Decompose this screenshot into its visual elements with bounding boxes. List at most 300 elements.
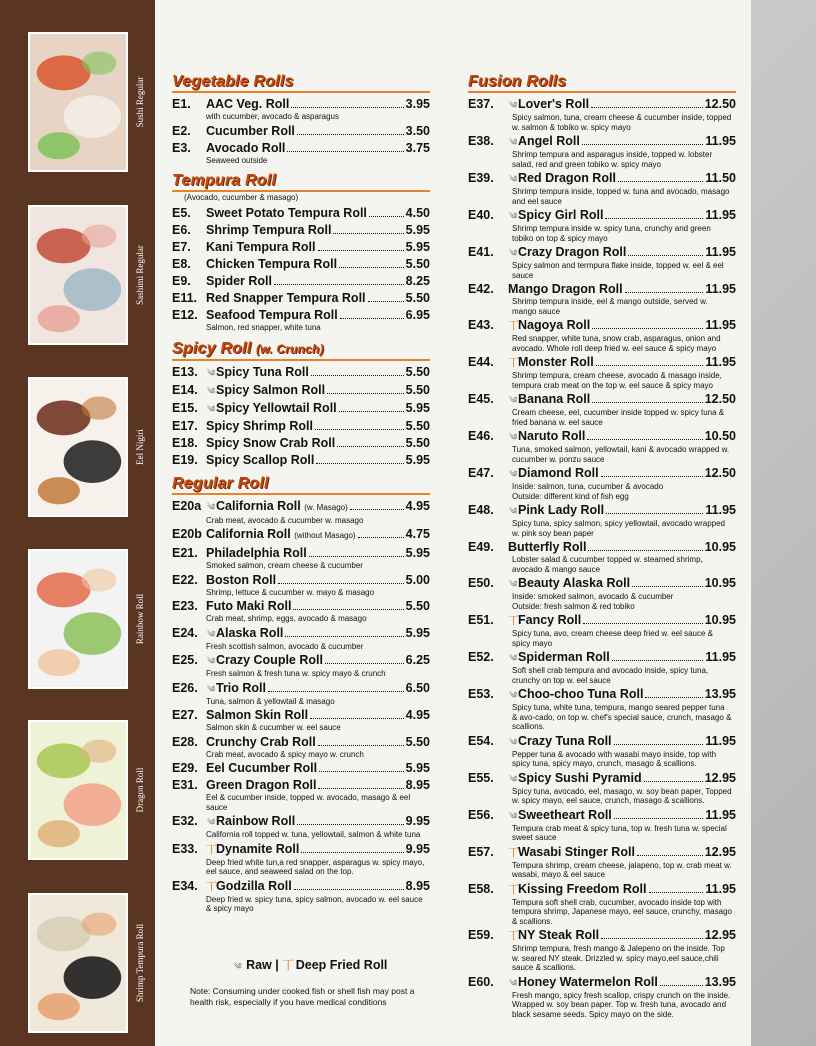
item-name [206,707,308,723]
menu-item-line [172,526,430,544]
deep-fried-icon: 丅 [508,320,519,332]
leader-dots [310,718,404,719]
item-name [518,244,626,260]
item-description: Spicy tuna, white tuna, tempura, mango seared pepper tuna & avo-cado, on top w. chef's special sauce, crunch, masago & scallions. [512,703,732,731]
item-price: 12.50 [704,466,736,480]
leader-dots [333,233,403,234]
item-description: Fresh salmon & fresh tuna w. spicy mayo & crunch [206,669,386,678]
leader-dots [628,255,703,256]
menu-item-line [468,502,736,519]
item-code: E1. [172,97,191,111]
section-title [468,72,736,91]
photo-caption [132,205,148,345]
item-name [216,382,325,398]
menu-item [172,222,430,238]
menu-item [468,686,736,732]
item-code: E27. [172,708,198,722]
item-name [206,205,367,221]
item-name [518,465,599,481]
menu-item [172,760,430,776]
item-code: E17. [172,418,198,433]
leader-dots [291,107,403,108]
item-price: 9.95 [405,814,430,828]
item-description: Pepper tuna & avocado with wasabi mayo inside, top with spicy tuna, spicy mayo, crunch, masago & scallions. [512,749,717,768]
raw-fish-icon: ༄ [206,817,216,827]
item-name-text: Butterfly Roll [508,540,587,554]
item-description: Smoked salmon, cream cheese & cucumber [206,561,363,570]
menu-item-line [468,807,736,824]
section-rule [172,359,430,361]
menu-item [468,807,736,843]
item-price: 8.25 [405,274,430,288]
menu-item [468,927,736,973]
item-code: E12. [172,308,198,322]
item-name [206,273,272,289]
item-name [508,539,586,555]
menu-item-line [172,382,430,399]
item-name-text: Lover's Roll [518,97,590,111]
item-code: E34. [172,878,198,893]
menu-item [172,140,430,166]
item-name-text: Crazy Dragon Roll [518,245,627,259]
menu-item [468,170,736,206]
menu-item-line [172,625,430,642]
item-code: E8. [172,257,191,271]
leader-dots [327,393,404,394]
menu-item [172,364,430,381]
deep-fried-icon: 丅 [508,615,519,627]
menu-section [172,474,430,914]
item-price: 9.95 [405,841,430,856]
item-code: E28. [172,734,198,749]
item-price: 5.95 [405,400,430,415]
sashimi-platter-photo [28,205,128,345]
raw-fish-icon: ༄ [508,579,518,589]
menu-item [172,707,430,733]
item-description: Inside: salmon, tuna, cucumber & avocado Outside: different kind of fish egg [512,482,664,501]
raw-fish-icon: ༄ [508,137,518,147]
item-name-text: Wasabi Stinger Roll [518,844,635,859]
item-name-text: Cucumber Roll [206,123,295,138]
menu-item-line [172,307,430,323]
section-title-text: Regular Roll [172,474,269,492]
item-description: Crab meat, avocado & spicy mayo w. crunch [206,749,364,759]
leader-dots [592,402,702,403]
legend-line [190,956,430,982]
section-title-text: Vegetable Rolls [172,73,294,90]
item-code: E55. [468,770,494,785]
item-description: Shrimp, lettuce & cucumber w. mayo & masago [206,587,375,597]
menu-item-line [172,878,430,895]
item-name-text: California Roll [206,527,291,541]
item-name-text: Crazy Tuna Roll [518,733,612,748]
item-name [216,364,309,380]
item-name [518,974,658,990]
item-price: 4.50 [405,206,430,220]
item-name [206,435,335,451]
item-name [216,498,348,516]
item-code: E50. [468,576,494,590]
menu-item [172,418,430,434]
menu-item-line [468,96,736,113]
item-code: E20a [172,498,202,513]
item-name-text: Boston Roll [206,572,277,587]
item-code: E21. [172,546,198,560]
rainbow-roll-photo [28,549,128,689]
menu-item-line [468,354,736,371]
menu-item [468,465,736,501]
item-description: Shrimp tempura inside, eel & mango outside, served w. mango sauce [512,297,708,316]
item-name-text: Kani Tempura Roll [206,240,316,254]
leader-dots [293,609,403,610]
menu-item-line [172,222,430,238]
photo-caption-text: Sashimi Regular [135,245,145,305]
menu-item-line [468,465,736,482]
raw-fish-icon: ༄ [508,653,518,663]
leader-dots [614,818,704,819]
item-name-text: Spicy Tuna Roll [216,364,309,379]
item-price: 12.95 [704,770,736,785]
menu-item-line [172,707,430,723]
item-code: E32. [172,814,198,828]
menu-item-line [172,273,430,289]
item-price: 11.95 [705,208,736,222]
section-title [172,474,430,493]
item-name [518,354,594,370]
menu-item-line [172,435,430,451]
item-description: Tempura soft shell crab, cucumber, avocado inside top with tempura shrimp, Japanese mayo, eel sauce, crunchy, masago & scallions. [512,897,732,926]
item-description: Fresh mango, spicy fresh scallop, crispy crunch on the inside. Wrapped w. soy bean paper. Top w. fresh tuna, avocado and black sesame seeds. Spicy mayo on the side. [512,990,731,1019]
item-code: E5. [172,206,191,220]
eel-nigiri-photo [28,377,128,517]
raw-fish-icon: ༄ [206,403,216,414]
raw-fish-icon: ༄ [508,690,518,700]
item-price: 5.95 [405,240,430,254]
leader-dots [637,855,703,856]
leader-dots [368,301,404,302]
item-name [518,686,643,702]
item-code: E24. [172,625,198,640]
photo-caption-text: Sushi Regular [135,76,145,128]
photo-caption [132,549,148,689]
item-name [518,612,581,628]
item-name [518,428,585,444]
item-name-text: Red Dragon Roll [518,171,616,185]
item-name-text: Avocado Roll [206,140,286,155]
item-name [206,96,289,112]
menu-item [172,307,430,333]
menu-item-line [468,391,736,408]
item-price: 10.95 [704,540,736,554]
leader-dots [660,985,703,986]
menu-item [468,317,736,353]
item-name [518,502,604,518]
section-rule [172,190,430,192]
item-code: E52. [468,650,494,664]
menu-item-line [172,841,430,858]
item-description: Crab meat, avocado & cucumber w. masago [206,515,364,525]
item-price: 11.50 [705,171,736,185]
photo-caption-text: Rainbow Roll [135,593,145,645]
item-code: E48. [468,503,494,517]
leader-dots [325,663,404,664]
item-description: Shrimp tempura and asparagus inside, topped w. lobster salad, red and green tobiko w. spicy mayo [512,150,713,169]
item-price: 5.50 [405,291,430,305]
item-code: E18. [172,435,198,450]
health-note: Note: Consuming under cooked fish or shell fish may post a health risk, especially if you have medical conditions [190,986,415,1007]
item-description: Inside: smoked salmon, avocado & cucumber Outside: fresh salmon & red tobiko [512,592,674,611]
item-price: 5.50 [405,257,430,271]
item-name-text: Angel Roll [518,134,580,148]
leader-dots [591,107,703,108]
menu-item [468,575,736,611]
item-name-text: Seafood Tempura Roll [206,308,338,322]
deep-fried-icon: 丅 [508,846,519,859]
leader-dots [339,267,404,268]
item-description: Spicy tuna, avo, cream cheese deep fried w. eel sauce & spicy mayo [512,629,714,648]
leader-dots [614,744,704,745]
leader-dots [337,446,403,447]
leader-dots [339,411,404,412]
menu-item [172,239,430,255]
item-name-text: NY Steak Roll [518,928,600,942]
menu-item-line [468,927,736,944]
item-code: E2. [172,123,191,138]
item-name-text: Spicy Salmon Roll [216,382,326,397]
raw-fish-icon: ༄ [508,248,518,258]
item-price: 4.75 [405,527,430,541]
leader-dots [340,318,404,319]
item-code: E46. [468,429,494,443]
menu-item [468,733,736,769]
menu-item [172,813,430,840]
item-name-text: Banana Roll [518,392,591,406]
menu-item [172,452,430,468]
item-code: E57. [468,844,494,859]
photo-caption-text: Dragon Roll [135,767,145,813]
item-description: Shrimp tempura, cream cheese, avocado & masago inside, tempura crab meat on the top w. eel sauce & spicy mayo [512,371,722,390]
menu-item-line [468,612,736,629]
raw-fish-icon: ༄ [508,174,518,184]
menu-item-line [172,205,430,221]
item-name [216,400,337,416]
item-name-text: Choo-choo Tuna Roll [518,687,644,701]
menu-item-line [468,317,736,334]
leader-dots [287,151,403,152]
section-title [172,72,430,91]
item-price: 12.50 [704,392,736,406]
item-name [518,927,599,943]
item-price: 5.00 [405,572,430,587]
raw-fish-icon: ༄ [508,469,518,479]
item-description: Fresh scottish salmon, avocado & cucumber [206,641,364,651]
item-price: 11.95 [705,282,736,296]
item-name [206,734,316,750]
photo-caption-text: Shrimp Tempura Roll [135,923,145,1003]
menu-item [172,382,430,399]
item-name-text: Spider Roll [206,274,272,288]
item-name-text: Rainbow Roll [216,814,296,828]
menu-item-line [172,123,430,139]
raw-fish-icon: ༄ [206,656,216,666]
deep-fried-icon: 丅 [508,883,519,896]
item-code: E47. [468,466,494,480]
item-name-text: Salmon Skin Roll [206,708,309,722]
raw-fish-icon: ༄ [206,367,216,378]
item-name [216,813,295,829]
item-code: E44. [468,355,494,369]
item-price: 3.95 [405,97,430,111]
item-price: 6.95 [405,308,430,322]
leader-dots [645,697,702,698]
menu-item-line [172,734,430,750]
deep-fried-icon: 丅 [206,880,217,893]
item-name-text: Chicken Tempura Roll [206,257,338,271]
item-name-text: Dynamite Roll [216,841,300,856]
raw-fish-icon: ༄ [508,395,518,405]
menu-item-line [172,652,430,669]
raw-fish-icon: ༄ [508,506,518,516]
raw-fish-icon: ༄ [206,683,216,694]
section-title-text: Spicy Roll [172,339,252,357]
item-description: Shrimp tempura inside w. spicy tuna, crunchy and green tobiko on top & spicy mayo [512,224,711,243]
item-description: Soft shell crab tempura and avocado inside, spicy tuna, crunchy on top w. eel sauce [512,666,709,685]
item-description: with cucumber, avocado & asparagus [206,112,339,121]
sushi-platter-photo [28,32,128,172]
section-rule [172,493,430,495]
item-code: E49. [468,540,494,554]
item-name-text: Mango Dragon Roll [508,282,623,296]
photo-caption-text: Eel Nigiri [135,429,145,465]
menu-item [468,354,736,390]
item-code: E45. [468,392,494,406]
leader-dots [596,365,704,366]
item-price: 5.50 [405,364,430,379]
raw-fish-icon: ༄ [508,211,518,221]
menu-item-line [172,256,430,272]
item-code: E56. [468,807,494,822]
menu-item-line [468,686,736,703]
menu-item-line [172,418,430,434]
item-description: Tempura shrimp, cream cheese, jalapeno, top w. crab meat w. wasabi, mayo & eel sauce [512,860,732,879]
item-name-text: Trio Roll [216,680,266,695]
item-price: 13.95 [704,687,736,701]
item-description: Spicy salmon, tuna, cream cheese & cucumber inside, topped w. salmon & tobiko w. spicy mayo [512,113,732,132]
item-price: 5.95 [405,223,430,237]
item-name-text: AAC Veg. Roll [206,97,290,111]
item-name [518,317,590,333]
menu-item [468,281,736,316]
item-code: E6. [172,223,191,237]
item-name-text: Sweet Potato Tempura Roll [206,206,367,220]
menu-item [172,526,430,544]
menu-item-line [172,777,430,793]
menu-item [172,625,430,652]
leader-dots [644,781,703,782]
menu-item [172,572,430,598]
item-name-text: Spicy Scallop Roll [206,452,315,467]
item-code: E3. [172,140,191,155]
item-code: E25. [172,653,198,667]
item-description: Spicy salmon and termpura flake inside, topped w. eel & eel sauce [512,261,724,280]
leader-dots [297,824,403,825]
leader-dots [316,463,403,464]
menu-item-line [468,974,736,991]
menu-item-line [172,545,430,561]
item-name-text: Futo Maki Roll [206,599,292,613]
item-name-text: Nagoya Roll [518,318,591,332]
item-price: 10.50 [704,429,736,443]
item-description: Tuna, salmon & yellowtail & masago [206,696,335,706]
menu-item [468,502,736,538]
menu-item [468,770,736,806]
item-name-text: Honey Watermelon Roll [518,974,658,989]
item-name [518,575,630,591]
item-name [206,123,295,139]
shrimp-tempura-roll-photo [28,893,128,1033]
menu-item [172,545,430,571]
leader-dots [285,636,403,637]
item-name-text: Diamond Roll [518,466,599,480]
item-name [518,807,612,823]
deep-fried-icon: 丅 [282,958,295,972]
item-name-text: Crunchy Crab Roll [206,734,316,749]
menu-item-line [468,428,736,445]
item-price: 11.95 [705,881,736,896]
item-name [518,881,647,897]
item-price: 11.95 [705,355,736,369]
menu-item [172,498,430,526]
menu-item-line [468,844,736,861]
menu-item [172,400,430,417]
item-name [518,207,603,223]
menu-item-line [468,170,736,187]
raw-fish-icon: ༄ [508,736,518,747]
menu-section [172,72,430,165]
menu-item-line [468,244,736,261]
item-name-sub: (w. Masago) [304,502,348,512]
item-price: 3.50 [405,123,430,138]
item-name [206,290,366,306]
item-code: E33. [172,841,198,856]
photo-caption [132,32,148,172]
menu-item-line [172,290,430,306]
leader-dots [358,537,404,538]
menu-item [172,205,430,221]
menu-item-line [172,813,430,830]
leader-dots [315,429,404,430]
section-rule [172,91,430,93]
menu-item-line [172,452,430,468]
raw-fish-icon: ༄ [206,501,216,512]
leader-dots [606,513,703,514]
raw-fish-icon: ༄ [508,100,518,110]
leader-dots [605,218,703,219]
item-description: Cream cheese, eel, cucumber inside topped w. spicy tuna & fried banana w. eel sauce [512,408,725,427]
leader-dots [318,745,404,746]
item-price: 4.95 [405,708,430,722]
menu-item [172,96,430,122]
item-name-text: Spiderman Roll [518,650,610,664]
item-name-text: Philadelphia Roll [206,546,307,560]
item-code: E38. [468,134,494,148]
item-name [206,256,337,272]
menu-item-line [468,881,736,898]
item-code: E20b [172,527,202,541]
item-price: 12.95 [704,928,736,942]
menu-item-line [172,364,430,381]
menu-item [172,290,430,306]
